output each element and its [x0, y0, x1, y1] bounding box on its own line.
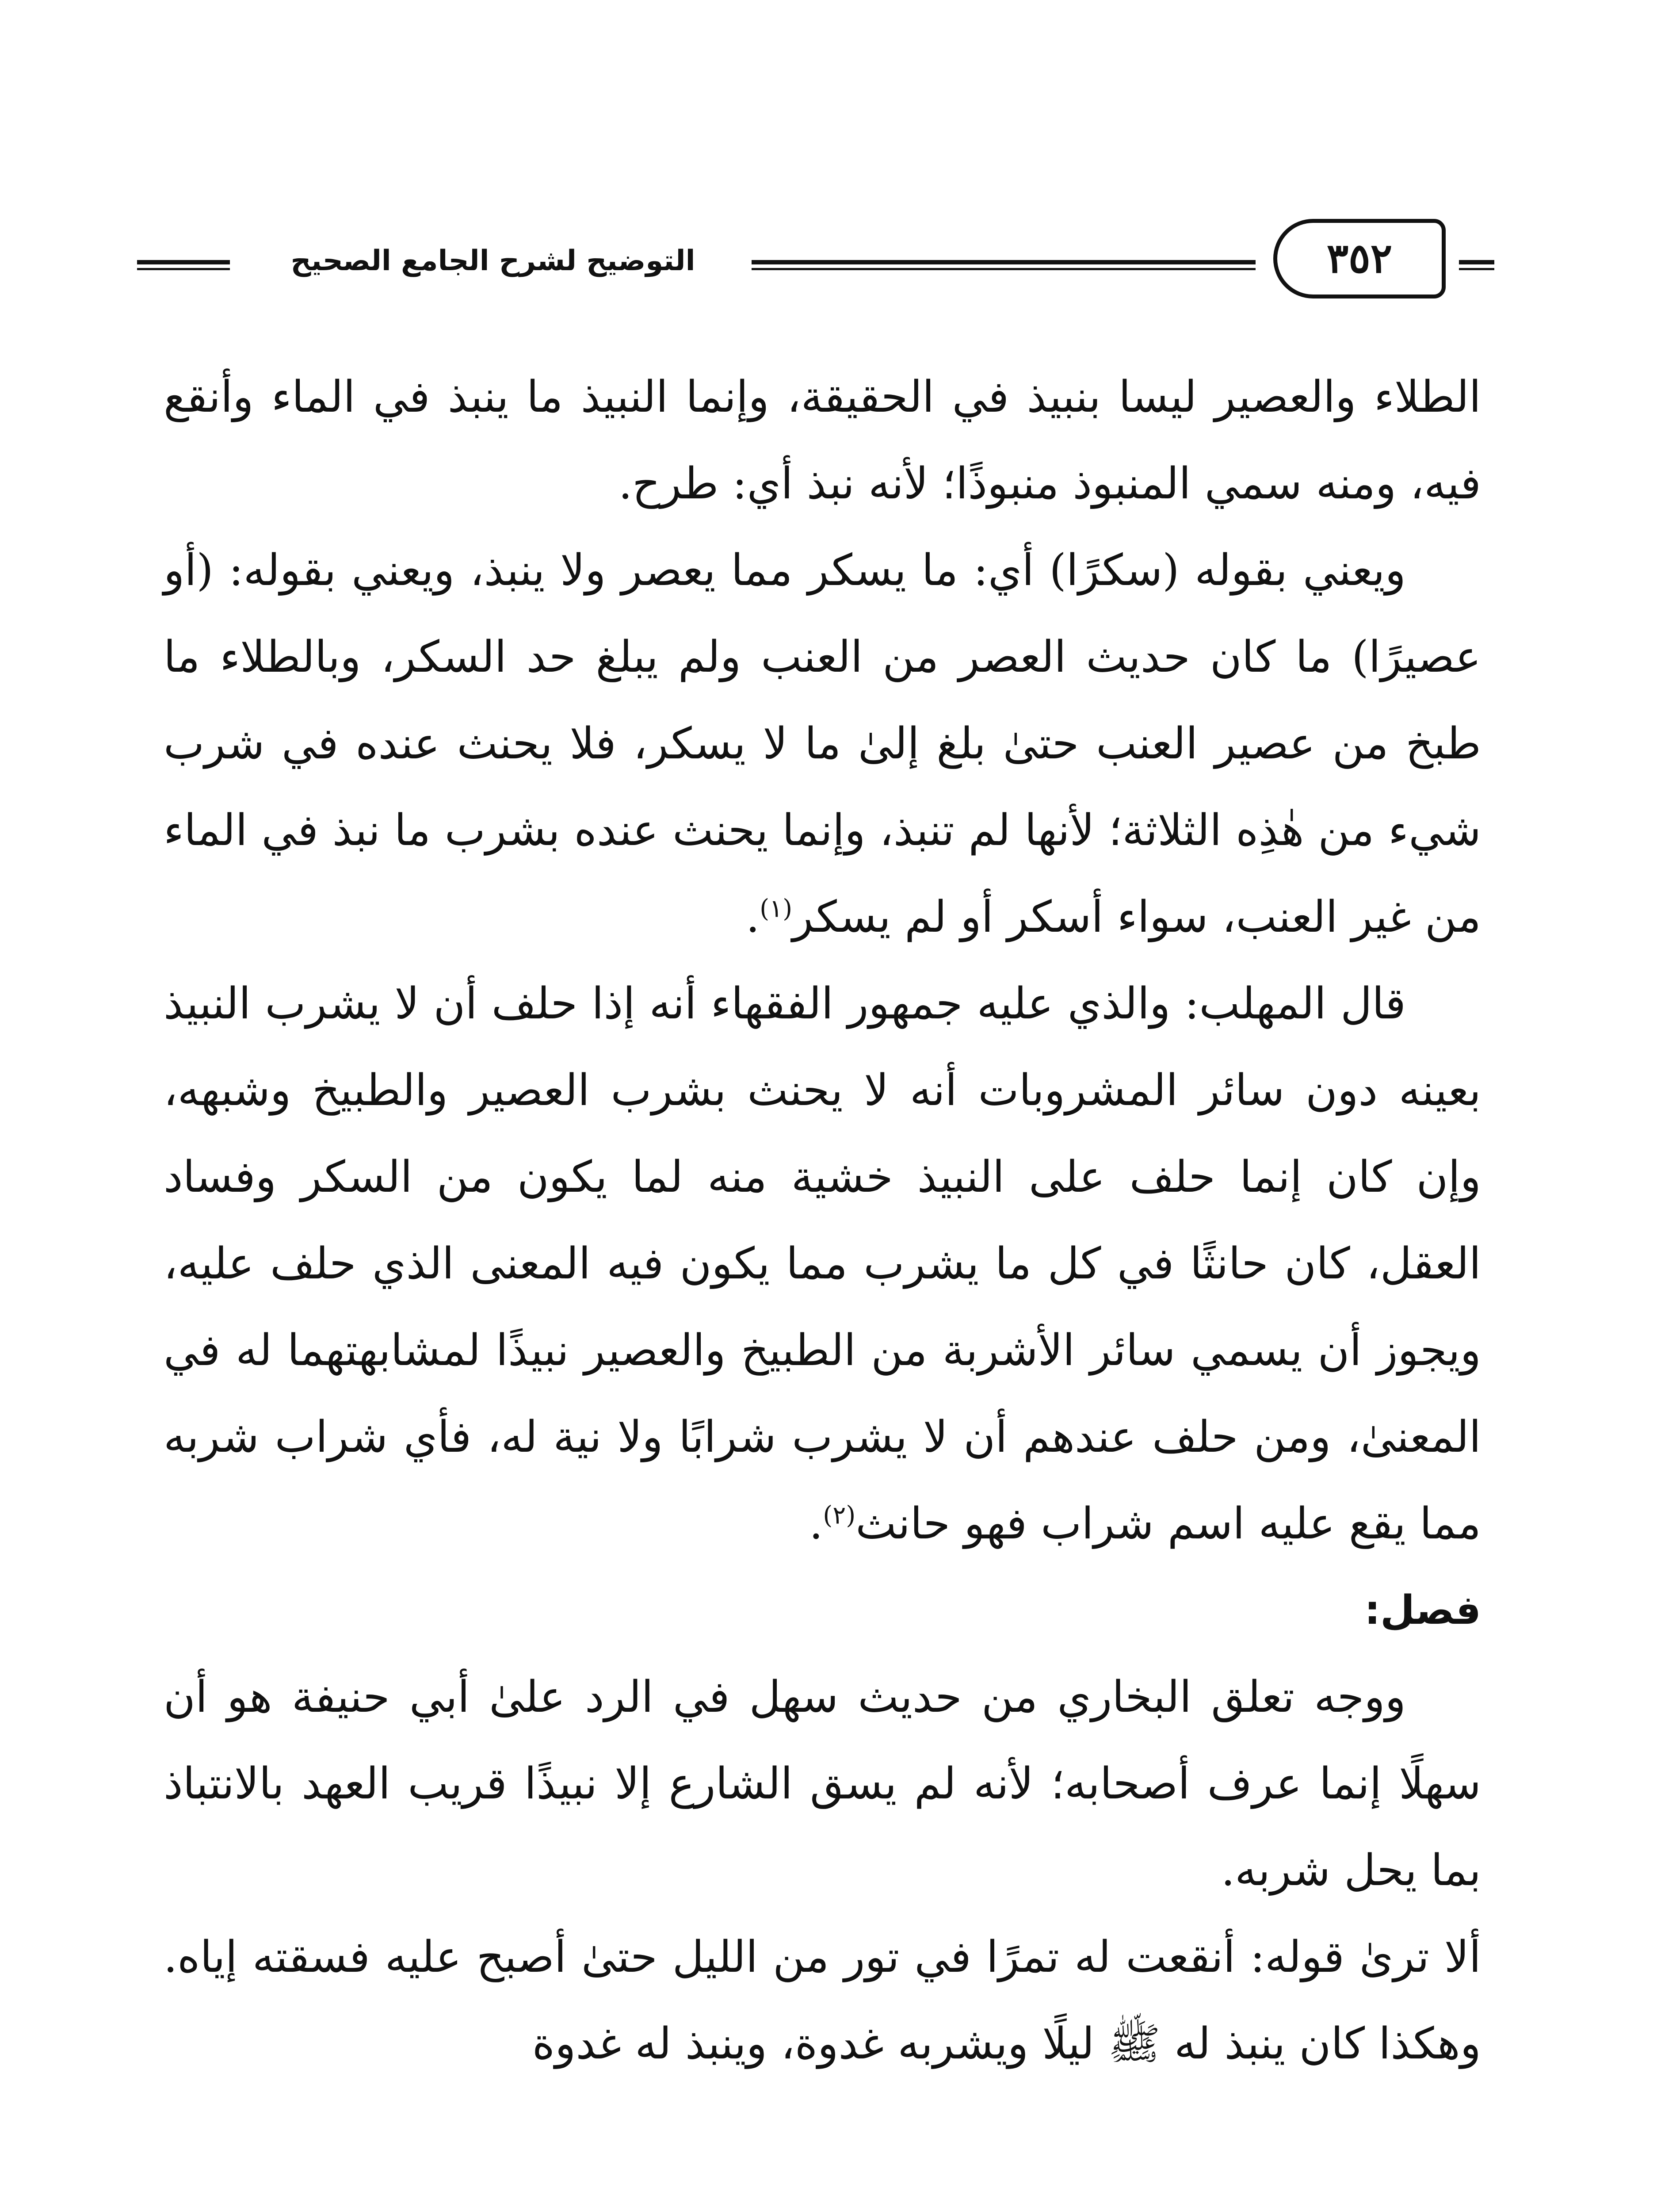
footnote-ref-2: (٢)	[823, 1501, 856, 1530]
paragraph-4: ووجه تعلق البخاري من حديث سهل في الرد علىٰ أبي حنيفة هو أن سهلًا إنما عرف أصحابه؛ لأنه لم يسق الشارع إلا نبيذًا قريب العهد بالانتباذ بما يحل شربه.	[164, 1672, 1481, 1896]
header-rule-middle	[752, 260, 1256, 270]
paragraph-1: الطلاء والعصير ليسا بنبيذ في الحقيقة، وإنما النبيذ ما ينبذ في الماء وأنقع فيه، ومنه سمي المنبوذ منبوذًا؛ لأنه نبذ أي: طرح.	[164, 372, 1481, 509]
page-header	[137, 208, 1494, 310]
paragraph-3-text: قال المهلب: والذي عليه جمهور الفقهاء أنه إذا حلف أن لا يشرب النبيذ بعينه دون سائر المشروبات أنه لا يحنث بشرب العصير والطبيخ وشبهه، وإن كان إنما حلف على النبيذ خشية منه لما يكون من السكر وفساد العقل، كان حانثًا في كل ما يشرب مما يكون فيه المعنى الذي حلف عليه، ويجوز أن يسمي سائر الأشربة من الطبيخ والعصير نبيذًا لمشابهتهما له في المعنىٰ، ومن حلف عندهم أن لا يشرب شرابًا ولا نية له، فأي شراب شربه مما يقع عليه اسم شراب فهو حانث	[164, 979, 1481, 1549]
paragraph-2-end: .	[746, 892, 760, 942]
paragraph-3	[164, 960, 1481, 1567]
section-heading: فصل:	[1364, 1587, 1481, 1633]
header-title: التوضيح لشرح الجامع الصحيح	[290, 245, 695, 277]
paragraph-2	[164, 527, 1481, 960]
header-rule-left	[137, 260, 230, 270]
header-rule-right	[1459, 260, 1494, 270]
body-text	[164, 354, 1481, 2087]
footnote-ref-1: (١)	[760, 894, 793, 923]
paragraph-5: ألا ترىٰ قوله: أنقعت له تمرًا في تور من الليل حتىٰ أصبح عليه فسقته إياه. وهكذا كان ينبذ له ﷺ ليلًا ويشربه غدوة، وينبذ له غدوة	[164, 1932, 1481, 2069]
paragraph-3-end: .	[809, 1499, 823, 1549]
page-number: ٣٥٢	[1273, 219, 1446, 298]
paragraph-2-text: ويعني بقوله (سكرًا) أي: ما يسكر مما يعصر ولا ينبذ، ويعني بقوله: (أو عصيرًا) ما كان حديث العصر من العنب ولم يبلغ حد السكر، وبالطلاء ما طبخ من عصير العنب حتىٰ بلغ إلىٰ ما لا يسكر، فلا يحنث عنده في شرب شيء من هٰذِه الثلاثة؛ لأنها لم تنبذ، وإنما يحنث عنده بشرب ما نبذ في الماء من غير العنب، سواء أسكر أو لم يسكر	[164, 545, 1481, 942]
